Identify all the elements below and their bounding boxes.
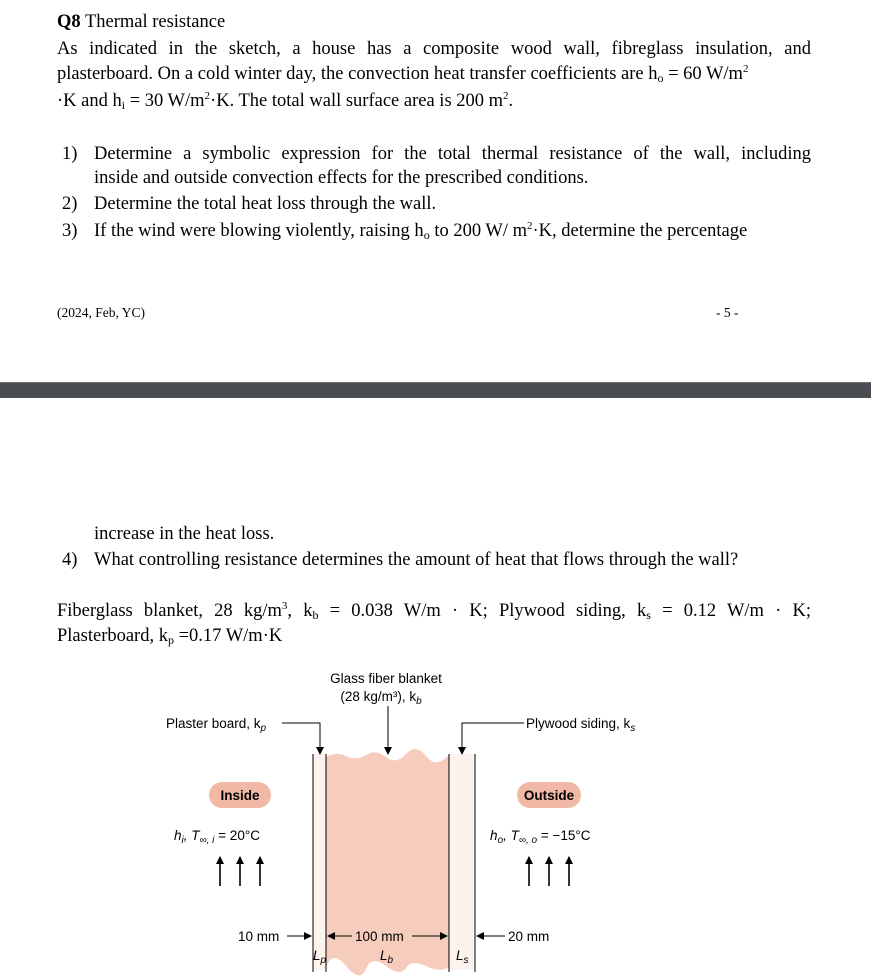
- question-1-number: 1): [62, 144, 78, 164]
- plaster-board-layer: [313, 754, 326, 970]
- pdf-page-6: [0, 398, 871, 978]
- footer-date: (2024, Feb, YC): [57, 305, 145, 320]
- question-3-continuation: increase in the heat loss.: [94, 524, 275, 544]
- question-3-text: If the wind were blowing violently, raising $h_o$ to 200 W/ $m^2\cdot K$, determine the percentage: [94, 220, 748, 242]
- inside-conditions: $h_i$, $T_{\infty, i} = 20^\circ C$: [174, 828, 260, 846]
- question-2-text: Determine the total heat loss through the wall.: [94, 194, 437, 214]
- plywood-siding-layer: [449, 754, 475, 970]
- outside-conditions: $h_o$, $T_{\infty, o} = -15^\circ C$: [490, 828, 591, 846]
- outside-air-arrows: [529, 857, 569, 886]
- wall-cross-section-diagram: [0, 660, 871, 978]
- question-4-text: What controlling resistance determines the amount of heat that flows through the wall?: [94, 550, 739, 570]
- dimension-10mm: 10 mm: [238, 929, 280, 944]
- label-lp: $L_p$: [313, 948, 327, 966]
- outside-label: Outside: [523, 788, 575, 803]
- intro-line-3: ·K and $h_i = 30$ $W/m^2\cdot K$. The total wall surface area is 200 $m^2$.: [57, 90, 514, 112]
- plaster-board-label: Plaster board, $k_p$: [166, 716, 267, 734]
- material-properties-line-1: Fiberglass blanket, 28 $kg/m^3$, $k_b = 0.038$ W/m · K; Plywood siding, $k_s = 0.12$ W/m · K;: [57, 600, 811, 622]
- footer-page-number: - 5 -: [716, 305, 739, 320]
- material-properties-line-2: Plasterboard, $k_p =0.17$ W/m·K: [57, 626, 283, 647]
- label-ls: $L_s$: [456, 948, 469, 966]
- question-4-number: 4): [62, 550, 78, 570]
- glass-fiber-label-2: (28 kg/m³), $k_b$: [340, 689, 422, 707]
- label-lb: $L_b$: [380, 948, 394, 966]
- inside-label: Inside: [220, 788, 260, 803]
- plywood-siding-label: Plywood siding, $k_s$: [526, 716, 636, 734]
- question-2-number: 2): [62, 194, 78, 214]
- question-title: Q8 Thermal resistance: [57, 12, 226, 32]
- question-3-number: 3): [62, 221, 78, 241]
- question-1-line-2: inside and outside convection effects for the prescribed conditions.: [94, 168, 589, 188]
- inside-air-arrows: [220, 857, 260, 886]
- pdf-page-5: [0, 0, 871, 382]
- glass-fiber-label-1: Glass fiber blanket: [330, 671, 442, 686]
- intro-line-2: plasterboard. On a cold winter day, the convection heat transfer coefficients are $h_o = 60$ $W/m^2$: [57, 63, 749, 85]
- dimension-20mm: 20 mm: [508, 929, 550, 944]
- page-separator: [0, 382, 871, 398]
- dimension-100mm: 100 mm: [355, 929, 404, 944]
- intro-line-1: As indicated in the sketch, a house has a composite wood wall, fibreglass insulation, and: [57, 39, 811, 59]
- question-1-line-1: Determine a symbolic expression for the total thermal resistance of the wall, including: [94, 144, 811, 164]
